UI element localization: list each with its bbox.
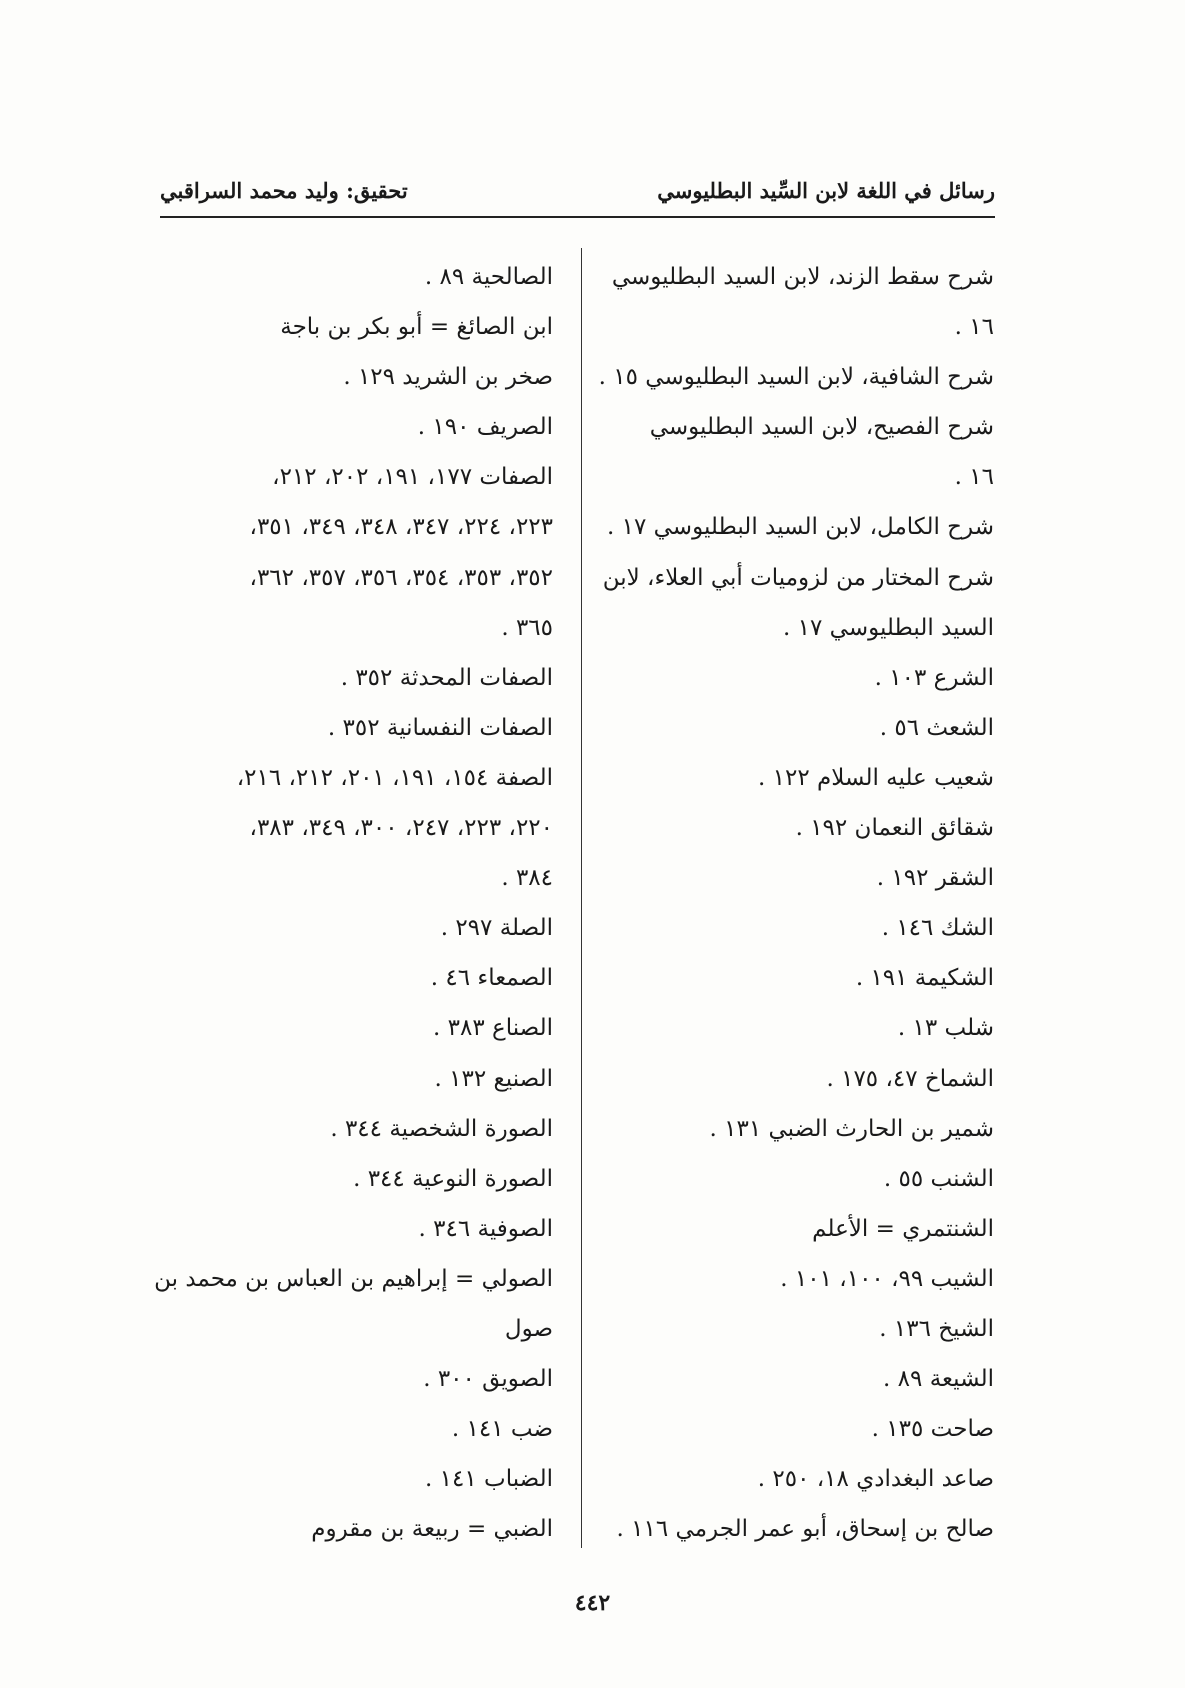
index-entry: الصورة الشخصية ٣٤٤ . bbox=[330, 1115, 553, 1142]
index-entry: صالح بن إسحاق، أبو عمر الجرمي ١١٦ . bbox=[616, 1516, 994, 1543]
index-entry: الصفات النفسانية ٣٥٢ . bbox=[327, 714, 553, 741]
index-entry: الشماخ ٤٧، ١٧٥ . bbox=[826, 1065, 994, 1092]
index-column-left bbox=[133, 252, 553, 1554]
index-entry: الشيب ٩٩، ١٠٠، ١٠١ . bbox=[780, 1265, 994, 1292]
book-title: رسائل في اللغة لابن السِّيد البطليوسي bbox=[657, 178, 995, 203]
page-number: ٤٤٢ bbox=[574, 1590, 611, 1616]
index-entry: شرح الشافية، لابن السيد البطليوسي ١٥ . bbox=[598, 364, 994, 391]
index-entry: الصريف ١٩٠ . bbox=[417, 414, 553, 441]
index-entry: صول bbox=[504, 1315, 553, 1342]
index-entry: الشكيمة ١٩١ . bbox=[855, 965, 994, 992]
index-entry: الشقر ١٩٢ . bbox=[876, 865, 994, 892]
index-entry: الصفات ١٧٧، ١٩١، ٢٠٢، ٢١٢، bbox=[272, 464, 553, 491]
index-entry: الصولي = إبراهيم بن العباس بن محمد بن bbox=[154, 1265, 553, 1292]
index-entry: الشعث ٥٦ . bbox=[879, 714, 994, 741]
index-entry: الشك ١٤٦ . bbox=[881, 915, 994, 942]
index-entry: صاحت ١٣٥ . bbox=[871, 1416, 994, 1443]
index-entry: ٣٥٢، ٣٥٣، ٣٥٤، ٣٥٦، ٣٥٧، ٣٦٢، bbox=[249, 564, 553, 591]
index-entry: شرح المختار من لزوميات أبي العلاء، لابن bbox=[602, 564, 994, 591]
index-entry: شرح الفصيح، لابن السيد البطليوسي bbox=[649, 414, 994, 441]
index-entry: الشنتمري = الأعلم bbox=[812, 1215, 994, 1242]
index-entry: صخر بن الشريد ١٢٩ . bbox=[343, 364, 553, 391]
index-entry: ١٦ . bbox=[954, 314, 994, 341]
index-entry: الشيعة ٨٩ . bbox=[883, 1366, 994, 1393]
index-entry: ضب ١٤١ . bbox=[451, 1416, 553, 1443]
running-header bbox=[160, 170, 995, 220]
index-column-right bbox=[594, 252, 994, 1554]
index-entry: الصلة ٢٩٧ . bbox=[440, 915, 553, 942]
index-entry: الصالحية ٨٩ . bbox=[424, 264, 553, 290]
index-entry: الصناع ٣٨٣ . bbox=[432, 1015, 553, 1042]
index-entry: شرح سقط الزند، لابن السيد البطليوسي bbox=[611, 264, 994, 290]
index-entry: الشيخ ١٣٦ . bbox=[879, 1315, 994, 1342]
index-entry: شعيب عليه السلام ١٢٢ . bbox=[757, 764, 994, 791]
column-divider bbox=[581, 248, 582, 1548]
header-rule bbox=[160, 216, 995, 218]
index-entry: الشرع ١٠٣ . bbox=[874, 664, 994, 691]
index-entry: صاعد البغدادي ١٨، ٢٥٠ . bbox=[757, 1466, 994, 1493]
editor-credit: تحقيق: وليد محمد السراقبي bbox=[160, 178, 408, 203]
index-entry: شمير بن الحارث الضبي ١٣١ . bbox=[709, 1115, 994, 1142]
index-entry: الصويق ٣٠٠ . bbox=[423, 1366, 553, 1393]
index-entry: الضبي = ربيعة بن مقروم bbox=[311, 1516, 553, 1543]
index-entry: شلب ١٣ . bbox=[897, 1015, 994, 1042]
index-entry: ٢٢٣، ٢٢٤، ٣٤٧، ٣٤٨، ٣٤٩، ٣٥١، bbox=[249, 514, 553, 541]
index-entry: الصورة النوعية ٣٤٤ . bbox=[353, 1165, 553, 1192]
index-entry: الشنب ٥٥ . bbox=[883, 1165, 994, 1192]
index-entry: ابن الصائغ = أبو بكر بن باجة bbox=[280, 314, 553, 341]
index-entry: الصفات المحدثة ٣٥٢ . bbox=[340, 664, 553, 691]
index-entry: الصوفية ٣٤٦ . bbox=[418, 1215, 553, 1242]
index-entry: ٣٨٤ . bbox=[501, 865, 553, 892]
index-entry: ٢٢٠، ٢٢٣، ٢٤٧، ٣٠٠، ٣٤٩، ٣٨٣، bbox=[249, 815, 553, 842]
index-entry: ١٦ . bbox=[954, 464, 994, 491]
index-entry: شقائق النعمان ١٩٢ . bbox=[795, 815, 994, 842]
index-entry: الصنيع ١٣٢ . bbox=[434, 1065, 553, 1092]
index-entry: الصمعاء ٤٦ . bbox=[430, 965, 553, 992]
index-entry: الصفة ١٥٤، ١٩١، ٢٠١، ٢١٢، ٢١٦، bbox=[236, 764, 553, 791]
index-entry: شرح الكامل، لابن السيد البطليوسي ١٧ . bbox=[606, 514, 994, 541]
index-entry: الضباب ١٤١ . bbox=[425, 1466, 553, 1493]
index-entry: السيد البطليوسي ١٧ . bbox=[783, 614, 994, 641]
index-entry: ٣٦٥ . bbox=[501, 614, 553, 641]
